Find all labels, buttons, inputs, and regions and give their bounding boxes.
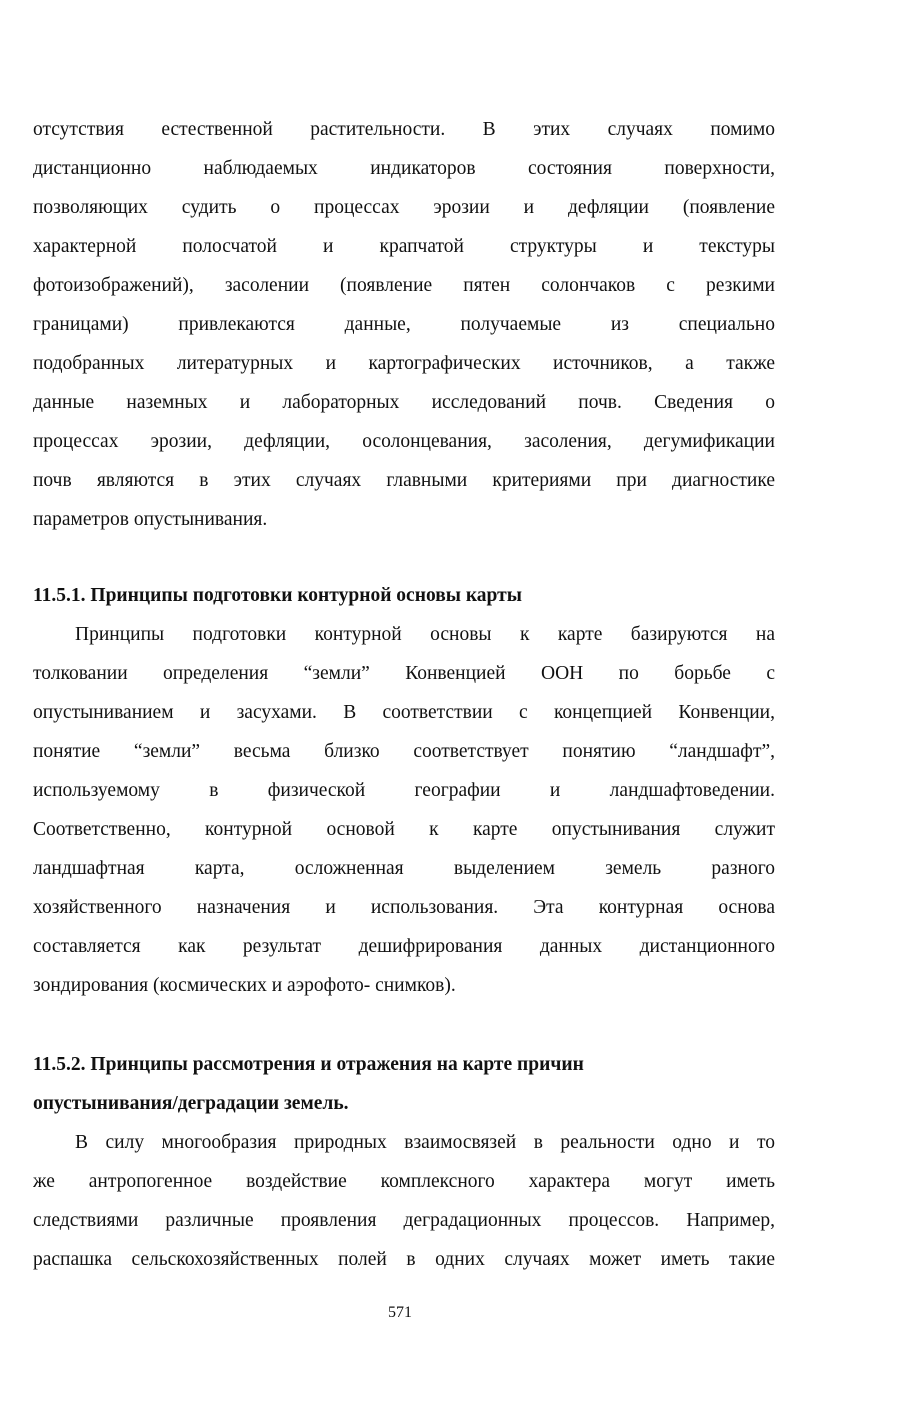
text-line: хозяйственного назначения и использования. Эта контурная основа bbox=[33, 897, 775, 918]
text-line: толковании определения “земли” Конвенцией ООН по борьбе с bbox=[33, 663, 775, 684]
text-line: используемому в физической географии и ландшафтоведении. bbox=[33, 780, 775, 801]
text-line: ландшафтная карта, осложненная выделением земель разного bbox=[33, 858, 775, 879]
text-line: Принципы подготовки контурной основы к карте базируются на bbox=[75, 624, 775, 645]
paragraph-desertification-indicators bbox=[33, 110, 775, 539]
page-number: 571 bbox=[388, 1304, 412, 1321]
paragraph-causes-degradation bbox=[33, 1123, 775, 1279]
section-heading-11-5-1 bbox=[33, 576, 775, 615]
text-line: фотоизображений), засолении (появление пятен солончаков с резкими bbox=[33, 275, 775, 296]
text-line: параметров опустынивания. bbox=[33, 509, 268, 530]
section-heading-11-5-2 bbox=[33, 1045, 775, 1123]
text-line: отсутствия естественной растительности. В этих случаях помимо bbox=[33, 119, 775, 140]
text-line: характерной полосчатой и крапчатой структуры и текстуры bbox=[33, 236, 775, 257]
text-line: почв являются в этих случаях главными критериями при диагностике bbox=[33, 470, 775, 491]
text-line: распашка сельскохозяйственных полей в одних случаях может иметь такие bbox=[33, 1249, 775, 1270]
text-line: составляется как результат дешифрирования данных дистанционного bbox=[33, 936, 775, 957]
text-line: зондирования (космических и аэрофото- снимков). bbox=[33, 975, 456, 996]
text-line: опустыниванием и засухами. В соответствии с концепцией Конвенции, bbox=[33, 702, 775, 723]
text-line: же антропогенное воздействие комплексного характера могут иметь bbox=[33, 1171, 775, 1192]
text-line: подобранных литературных и картографических источников, а также bbox=[33, 353, 775, 374]
section-title-line: опустынивания/деградации земель. bbox=[33, 1093, 349, 1114]
text-line: В силу многообразия природных взаимосвязей в реальности одно и то bbox=[75, 1132, 775, 1153]
section-title: 11.5.1. Принципы подготовки контурной основы карты bbox=[33, 585, 522, 606]
text-line: дистанционно наблюдаемых индикаторов состояния поверхности, bbox=[33, 158, 775, 179]
text-line: Соответственно, контурной основой к карте опустынивания служит bbox=[33, 819, 775, 840]
text-line: понятие “земли” весьма близко соответствует понятию “ландшафт”, bbox=[33, 741, 775, 762]
text-line: процессах эрозии, дефляции, осолонцевания, засоления, дегумификации bbox=[33, 431, 775, 452]
text-line: следствиями различные проявления деградационных процессов. Например, bbox=[33, 1210, 775, 1231]
text-line: данные наземных и лабораторных исследований почв. Сведения о bbox=[33, 392, 775, 413]
text-line: границами) привлекаются данные, получаемые из специально bbox=[33, 314, 775, 335]
paragraph-contour-basis bbox=[33, 615, 775, 1005]
text-line: позволяющих судить о процессах эрозии и дефляции (появление bbox=[33, 197, 775, 218]
section-title-line: 11.5.2. Принципы рассмотрения и отражения на карте причин bbox=[33, 1054, 584, 1075]
